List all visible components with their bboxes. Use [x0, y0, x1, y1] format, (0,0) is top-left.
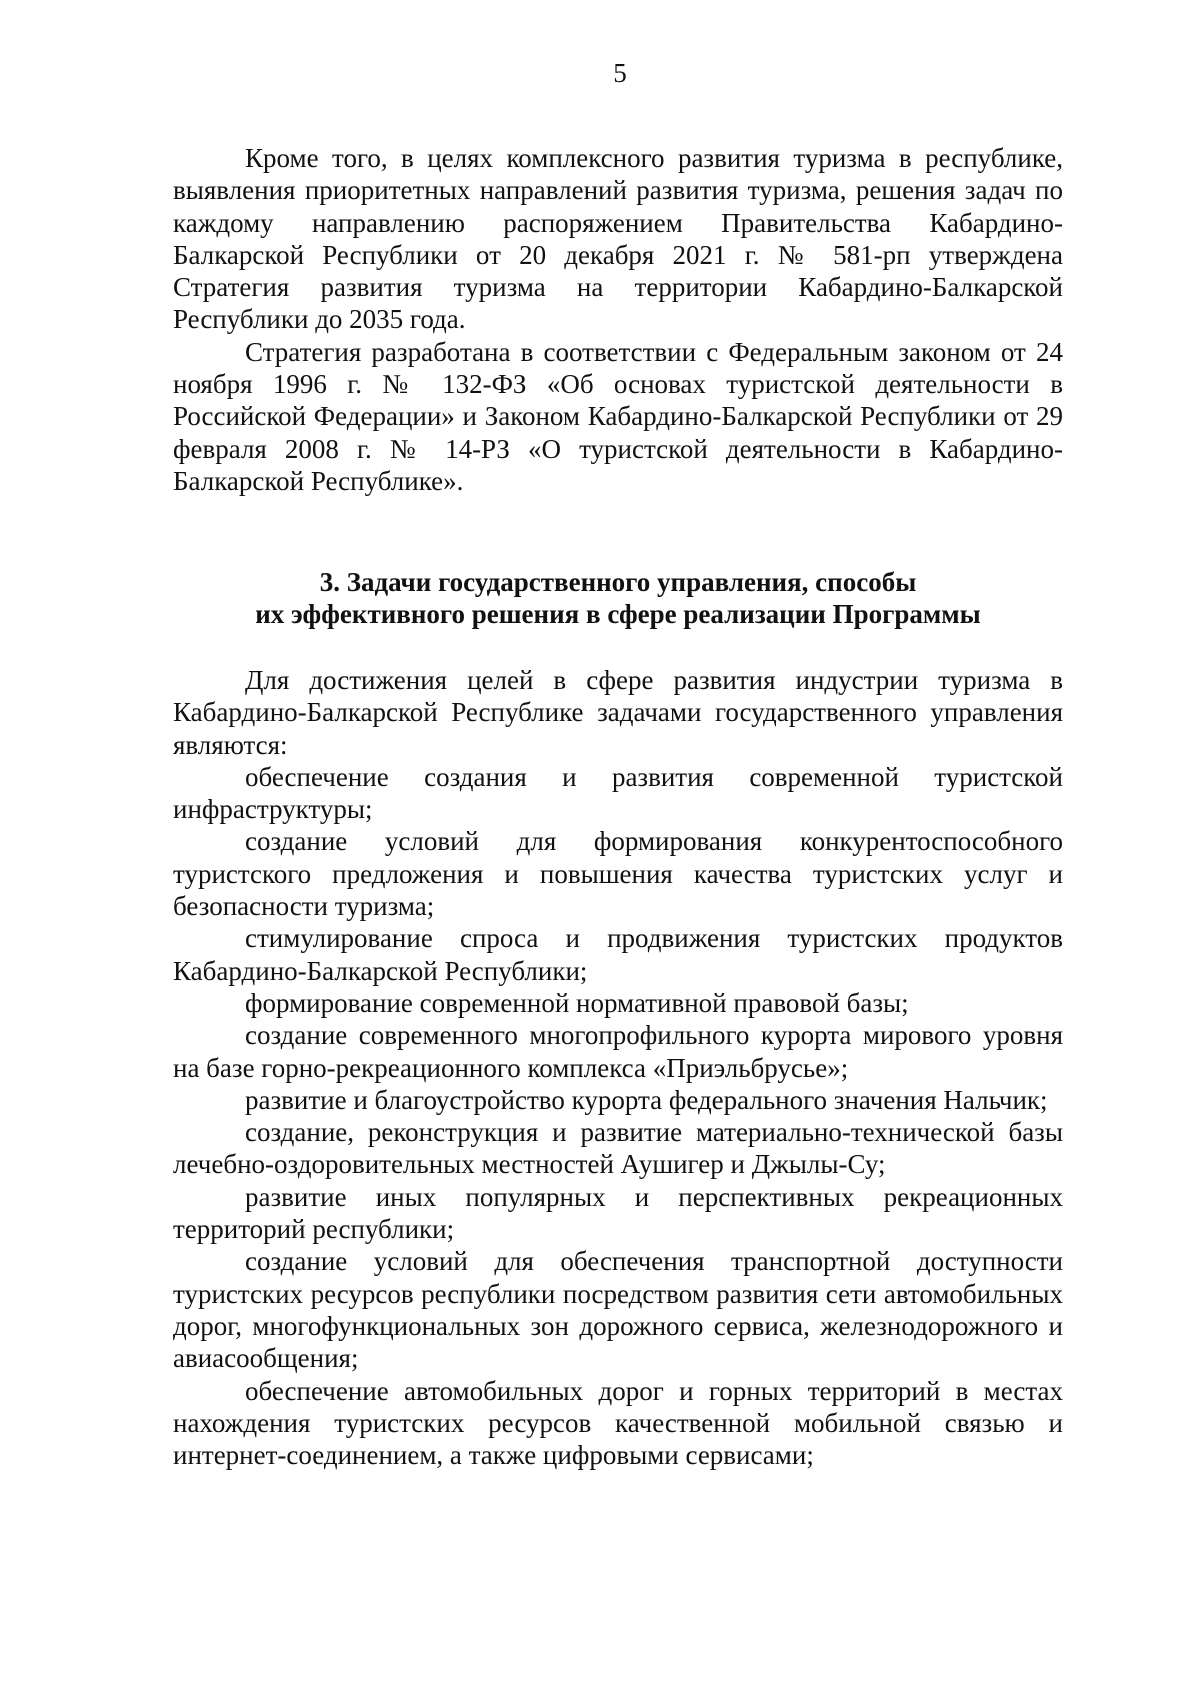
task-item: создание современного многопрофильного курорта мирового уровня на базе горно-рекреационного комплекса «Приэльбрусье»;	[173, 1020, 1063, 1083]
task-item: создание условий для формирования конкурентоспособного туристского предложения и повышения качества туристских услуг и безопасности туризма;	[173, 826, 1063, 922]
task-item: формирование современной нормативной правовой базы;	[245, 987, 909, 1018]
section-heading-line-1: 3. Задачи государственного управления, способы	[319, 567, 917, 597]
task-item: стимулирование спроса и продвижения туристских продуктов Кабардино-Балкарской Республики;	[173, 923, 1063, 986]
intro-section	[173, 142, 1063, 497]
intro-paragraph-legal-basis: Стратегия разработана в соответствии с Федеральным законом от 24 ноября 1996 г. № 132-ФЗ «Об основах туристской деятельности в Российской Федерации» и Законом Кабардино-Балкарской Республики от 29 февраля 2008 г. № 14-РЗ «О туристской деятельности в Кабардино-Балкарской Республике».	[173, 336, 1063, 496]
tasks-intro-paragraph: Для достижения целей в сфере развития индустрии туризма в Кабардино-Балкарской Республике задачами государственного управления являются:	[173, 665, 1063, 760]
task-item: развитие иных популярных и перспективных рекреационных территорий республики;	[173, 1181, 1063, 1245]
section-heading-line-2: их эффективного решения в сфере реализации Программы	[255, 599, 981, 629]
intro-paragraph-strategy: Кроме того, в целях комплексного развития туризма в республике, выявления приоритетных направлений развития туризма, решения задач по каждому направлению распоряжением Правительства Кабардино-Балкарской Республики от 20 декабря 2021 г. № 581-рп утверждена Стратегия развития туризма на территории Кабардино-Балкарской Республики до 2035 года.	[173, 143, 1063, 335]
section-heading	[173, 566, 1063, 630]
task-item: развитие и благоустройство курорта федерального значения Нальчик;	[245, 1084, 1048, 1115]
task-item: обеспечение автомобильных дорог и горных территорий в местах нахождения туристских ресурсов качественной мобильной связью и интернет-соединением, а также цифровыми сервисами;	[173, 1375, 1063, 1471]
tasks-section	[173, 664, 1063, 1471]
task-item: создание, реконструкция и развитие материально-технической базы лечебно-оздоровительных местностей Аушигер и Джылы-Су;	[173, 1117, 1063, 1180]
page-number: 5	[613, 58, 627, 88]
task-item: обеспечение создания и развития современной туристской инфраструктуры;	[173, 761, 1063, 825]
task-item: создание условий для обеспечения транспортной доступности туристских ресурсов республики посредством развития сети автомобильных дорог, многофункциональных зон дорожного сервиса, железнодорожного и авиасообщения;	[173, 1246, 1063, 1374]
